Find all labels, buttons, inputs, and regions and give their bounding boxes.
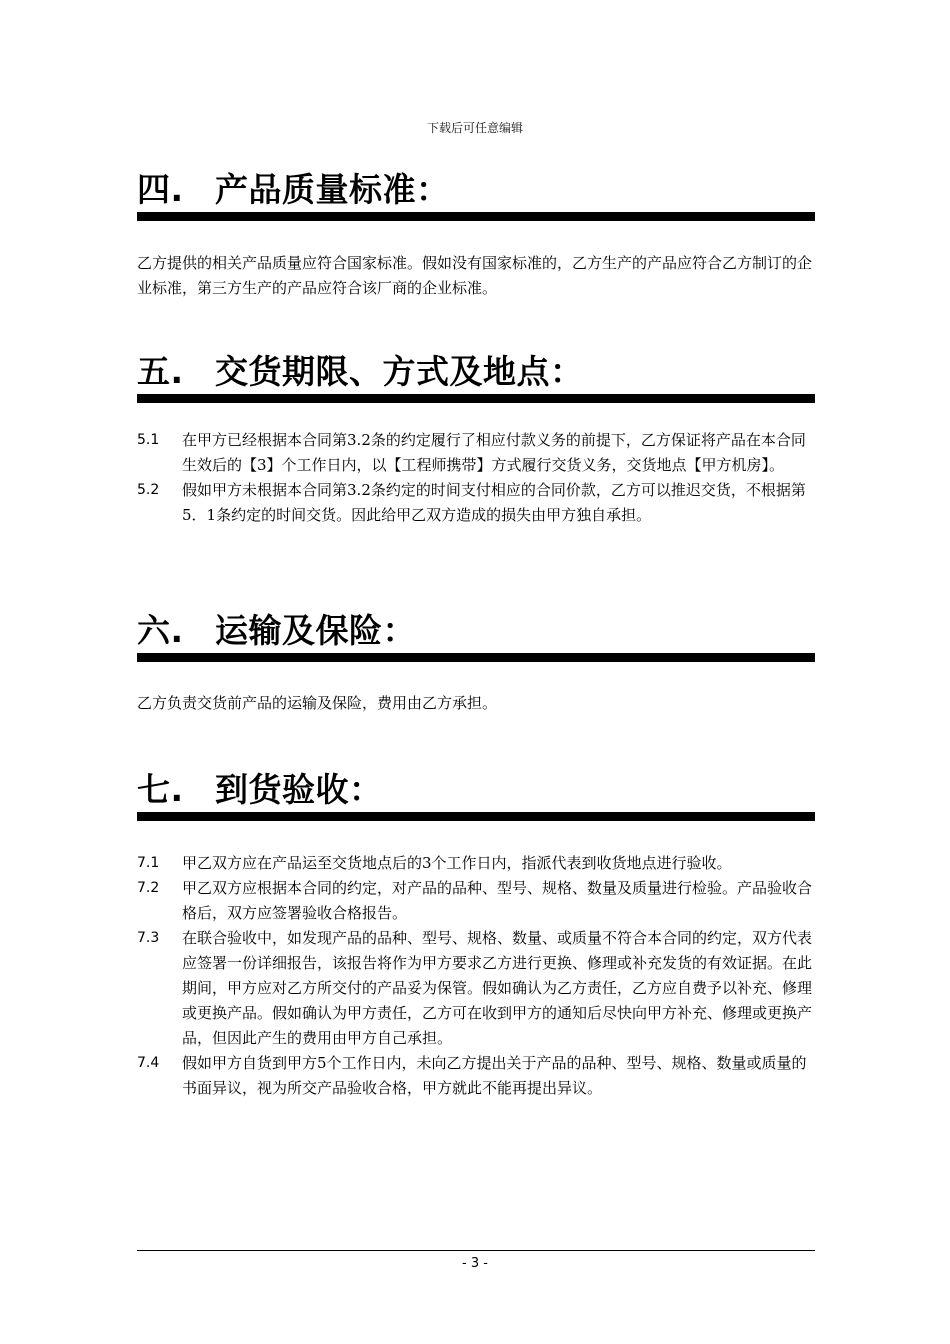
clause-number: 5.1 [137, 432, 160, 448]
section-quality-standard [137, 170, 815, 301]
section-title: 产品质量标准： [215, 170, 450, 209]
section-number: 七. [137, 770, 184, 809]
section-heading [137, 170, 815, 210]
section-number: 四. [137, 170, 184, 209]
section-title: 运输及保险： [215, 611, 416, 650]
section-heading [137, 611, 815, 651]
clause-text: 假如甲方自货到甲方5个工作日内，未向乙方提出关于产品的品种、型号、规格、数量或质量的书面异议，视为所交产品验收合格，甲方就此不能再提出异议。 [182, 1054, 807, 1097]
page-number: - 3 - [462, 1256, 488, 1271]
clause-number: 7.3 [137, 930, 160, 946]
footer-rule [137, 1250, 815, 1251]
section-title: 到货验收： [215, 770, 383, 809]
section-acceptance [137, 770, 815, 1101]
section-number: 六. [137, 611, 184, 650]
section-paragraph: 乙方提供的相关产品质量应符合国家标准。假如没有国家标准的，乙方生产的产品应符合乙方制订的企业标准，第三方生产的产品应符合该厂商的企业标准。 [137, 254, 813, 297]
clause-list [137, 851, 815, 1101]
heading-rule [137, 212, 815, 221]
heading-rule [137, 394, 815, 403]
clause-text: 甲乙双方应在产品运至交货地点后的3个工作日内，指派代表到收货地点进行验收。 [182, 854, 732, 872]
header-note: 下载后可任意编辑 [426, 121, 523, 135]
heading-rule [137, 653, 815, 662]
section-title: 交货期限、方式及地点： [215, 352, 584, 391]
section-transport-insurance [137, 611, 815, 716]
clause-item [137, 428, 815, 478]
clause-text: 在甲方已经根据本合同第3.2条的约定履行了相应付款义务的前提下，乙方保证将产品在本合同生效后的【3】个工作日内，以【工程师携带】方式履行交货义务，交货地点【甲方机房】。 [182, 431, 806, 474]
section-number: 五. [137, 352, 184, 391]
clause-item [137, 478, 815, 528]
heading-rule [137, 812, 815, 821]
clause-number: 5.2 [137, 482, 160, 498]
section-heading [137, 352, 815, 392]
clause-number: 7.1 [137, 855, 160, 871]
clause-text: 假如甲方未根据本合同第3.2条约定的时间支付相应的合同价款，乙方可以推迟交货，不根据第5．1条约定的时间交货。因此给甲乙双方造成的损失由甲方独自承担。 [182, 481, 806, 524]
clause-list [137, 428, 815, 528]
clause-item [137, 926, 815, 1051]
clause-text: 在联合验收中，如发现产品的品种、型号、规格、数量、或质量不符合本合同的约定，双方代表应签署一份详细报告，该报告将作为甲方要求乙方进行更换、修理或补充发货的有效证据。在此期间，甲方应对乙方所交付的产品妥为保管。假如确认为乙方责任，乙方应自费予以补充、修理或更换产品。假如确认为甲方责任，乙方可在收到甲方的通知后尽快向甲方补充、修理或更换产品，但因此产生的费用由甲方自己承担。 [182, 929, 813, 1047]
section-delivery [137, 352, 815, 528]
clause-item [137, 876, 815, 926]
clause-text: 甲乙双方应根据本合同的约定，对产品的品种、型号、规格、数量及质量进行检验。产品验收合格后，双方应签署验收合格报告。 [182, 879, 813, 922]
section-heading [137, 770, 815, 810]
clause-number: 7.4 [137, 1055, 160, 1071]
clause-number: 7.2 [137, 880, 160, 896]
section-paragraph: 乙方负责交货前产品的运输及保险，费用由乙方承担。 [137, 694, 498, 712]
clause-item [137, 851, 815, 876]
clause-item [137, 1051, 815, 1101]
